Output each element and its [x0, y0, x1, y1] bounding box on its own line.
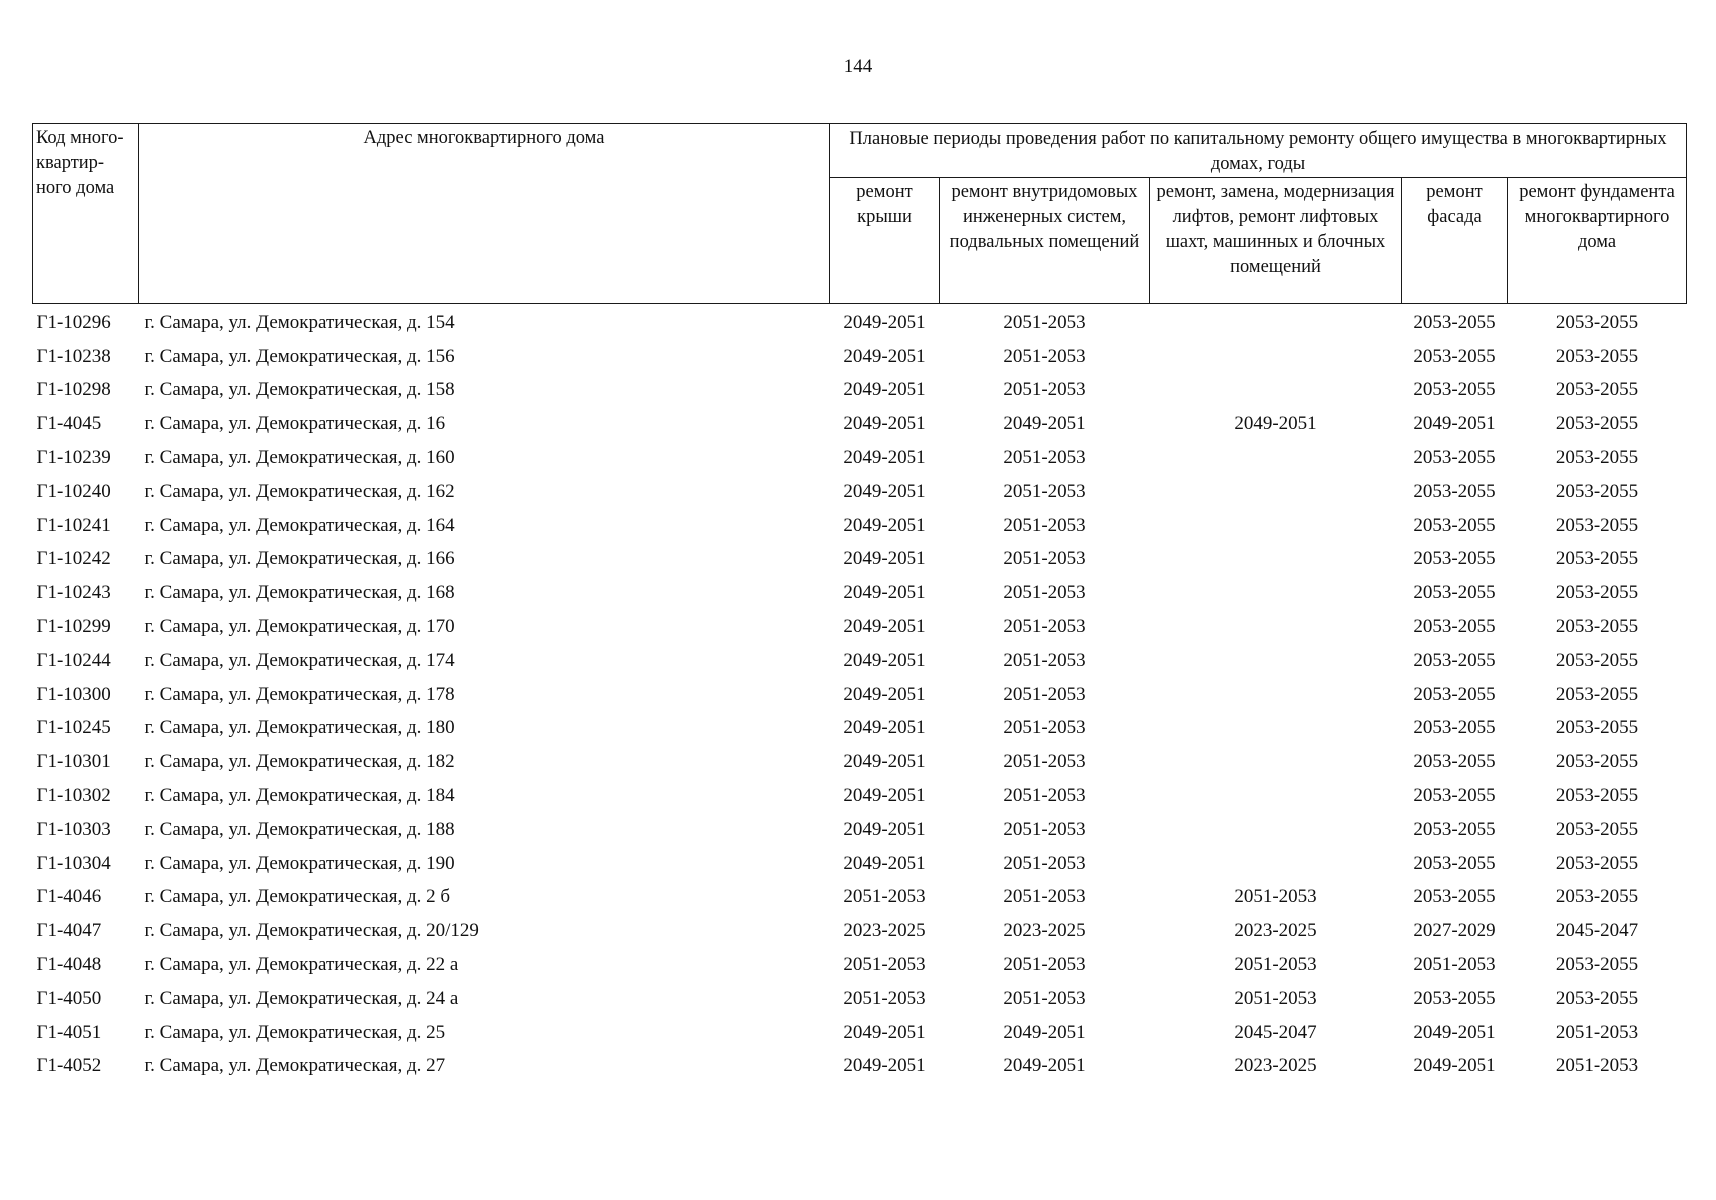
cell-foundation: 2051-2053 — [1555, 1021, 1639, 1043]
cell-roof: 2051-2053 — [843, 886, 926, 908]
cell-foundation: 2053-2055 — [1555, 954, 1639, 976]
cell-address: г. Самара, ул. Демократическая, д. 174 — [144, 649, 455, 671]
table-body — [33, 304, 1687, 1084]
cell-facade: 2053-2055 — [1413, 785, 1496, 807]
cell-foundation: 2053-2055 — [1555, 886, 1639, 908]
cell-address: г. Самара, ул. Демократическая, д. 160 — [144, 447, 455, 469]
cell-foundation: 2051-2053 — [1555, 1055, 1639, 1077]
cell-foundation: 2053-2055 — [1555, 852, 1639, 874]
table-row — [33, 374, 1687, 408]
table-row — [33, 948, 1687, 982]
cell-address: г. Самара, ул. Демократическая, д. 164 — [144, 514, 455, 536]
cell-address: г. Самара, ул. Демократическая, д. 25 — [144, 1021, 446, 1043]
cell-foundation: 2053-2055 — [1555, 413, 1639, 435]
cell-facade: 2049-2051 — [1413, 1055, 1496, 1077]
cell-address: г. Самара, ул. Демократическая, д. 156 — [144, 345, 455, 367]
cell-lifts: 2051-2053 — [1234, 954, 1317, 976]
cell-roof: 2049-2051 — [843, 548, 926, 570]
table-row — [33, 441, 1687, 475]
cell-roof: 2051-2053 — [843, 987, 926, 1009]
cell-foundation: 2045-2047 — [1555, 920, 1639, 942]
cell-facade: 2053-2055 — [1413, 616, 1496, 638]
cell-facade: 2053-2055 — [1413, 717, 1496, 739]
cell-code: Г1-10301 — [36, 751, 111, 773]
table-row — [33, 340, 1687, 374]
cell-address: г. Самара, ул. Демократическая, д. 168 — [144, 582, 455, 604]
cell-foundation: 2053-2055 — [1555, 649, 1639, 671]
cell-address: г. Самара, ул. Демократическая, д. 16 — [144, 413, 446, 435]
cell-roof: 2049-2051 — [843, 683, 926, 705]
cell-code: Г1-10302 — [36, 785, 111, 807]
cell-lifts: 2051-2053 — [1234, 987, 1317, 1009]
table-row — [33, 543, 1687, 577]
cell-systems: 2051-2053 — [1003, 649, 1086, 671]
cell-foundation: 2053-2055 — [1555, 616, 1639, 638]
cell-code: Г1-10304 — [36, 852, 111, 874]
cell-facade: 2053-2055 — [1413, 886, 1496, 908]
cell-systems: 2051-2053 — [1003, 751, 1086, 773]
cell-systems: 2049-2051 — [1003, 1055, 1086, 1077]
cell-facade: 2053-2055 — [1413, 480, 1496, 502]
cell-foundation: 2053-2055 — [1555, 717, 1639, 739]
cell-lifts — [1150, 475, 1402, 509]
cell-address: г. Самара, ул. Демократическая, д. 190 — [144, 852, 455, 874]
cell-roof: 2023-2025 — [843, 920, 926, 942]
cell-code: Г1-4046 — [36, 886, 102, 908]
cell-roof: 2049-2051 — [843, 480, 926, 502]
cell-systems: 2051-2053 — [1003, 447, 1086, 469]
table-row — [33, 712, 1687, 746]
cell-systems: 2023-2025 — [1003, 920, 1086, 942]
cell-roof: 2049-2051 — [843, 785, 926, 807]
cell-systems: 2051-2053 — [1003, 852, 1086, 874]
cell-foundation: 2053-2055 — [1555, 582, 1639, 604]
table-row — [33, 779, 1687, 813]
cell-lifts — [1150, 813, 1402, 847]
cell-systems: 2051-2053 — [1003, 717, 1086, 739]
cell-roof: 2049-2051 — [843, 413, 926, 435]
cell-lifts — [1150, 847, 1402, 881]
cell-code: Г1-4045 — [36, 413, 102, 435]
table-row — [33, 847, 1687, 881]
cell-facade: 2053-2055 — [1413, 447, 1496, 469]
cell-foundation: 2053-2055 — [1555, 987, 1639, 1009]
cell-facade: 2049-2051 — [1413, 413, 1496, 435]
cell-roof: 2049-2051 — [843, 818, 926, 840]
cell-systems: 2051-2053 — [1003, 311, 1086, 333]
cell-lifts — [1150, 644, 1402, 678]
cell-code: Г1-10300 — [36, 683, 111, 705]
cell-address: г. Самара, ул. Демократическая, д. 162 — [144, 480, 455, 502]
cell-code: Г1-10242 — [36, 548, 111, 570]
cell-facade: 2053-2055 — [1413, 582, 1496, 604]
cell-foundation: 2053-2055 — [1555, 311, 1639, 333]
cell-facade: 2027-2029 — [1413, 920, 1496, 942]
cell-code: Г1-10296 — [36, 311, 111, 333]
cell-facade: 2053-2055 — [1413, 818, 1496, 840]
cell-address: г. Самара, ул. Демократическая, д. 184 — [144, 785, 455, 807]
cell-address: г. Самара, ул. Демократическая, д. 2 б — [144, 886, 451, 908]
cell-systems: 2051-2053 — [1003, 616, 1086, 638]
header-roof: ремонт крыши — [830, 178, 940, 304]
header-code: Код много-квартир-ного дома — [33, 124, 139, 304]
table-row — [33, 475, 1687, 509]
cell-code: Г1-4047 — [36, 920, 102, 942]
cell-systems: 2051-2053 — [1003, 480, 1086, 502]
cell-lifts — [1150, 543, 1402, 577]
cell-roof: 2049-2051 — [843, 311, 926, 333]
cell-code: Г1-10240 — [36, 480, 111, 502]
cell-lifts — [1150, 509, 1402, 543]
cell-code: Г1-10298 — [36, 379, 111, 401]
cell-facade: 2053-2055 — [1413, 548, 1496, 570]
cell-facade: 2053-2055 — [1413, 683, 1496, 705]
table-row — [33, 407, 1687, 441]
cell-facade: 2049-2051 — [1413, 1021, 1496, 1043]
cell-facade: 2053-2055 — [1413, 987, 1496, 1009]
cell-lifts: 2049-2051 — [1234, 413, 1317, 435]
cell-lifts — [1150, 678, 1402, 712]
cell-systems: 2051-2053 — [1003, 514, 1086, 536]
cell-address: г. Самара, ул. Демократическая, д. 188 — [144, 818, 455, 840]
cell-roof: 2049-2051 — [843, 852, 926, 874]
header-systems: ремонт внутридомовых инженерных систем, подвальных помещений — [940, 178, 1150, 304]
cell-code: Г1-10238 — [36, 345, 111, 367]
cell-facade: 2053-2055 — [1413, 379, 1496, 401]
table-row — [33, 576, 1687, 610]
table-row — [33, 610, 1687, 644]
cell-systems: 2049-2051 — [1003, 413, 1086, 435]
cell-lifts — [1150, 779, 1402, 813]
cell-roof: 2049-2051 — [843, 751, 926, 773]
table-row — [33, 1050, 1687, 1084]
table-row — [33, 509, 1687, 543]
table-row — [33, 914, 1687, 948]
cell-address: г. Самара, ул. Демократическая, д. 27 — [144, 1055, 446, 1077]
cell-address: г. Самара, ул. Демократическая, д. 180 — [144, 717, 455, 739]
cell-code: Г1-10299 — [36, 616, 111, 638]
cell-foundation: 2053-2055 — [1555, 683, 1639, 705]
header-periods-group: Плановые периоды проведения работ по капитальному ремонту общего имущества в многоквартирных домах, годы — [830, 124, 1687, 178]
cell-code: Г1-4050 — [36, 987, 102, 1009]
cell-systems: 2051-2053 — [1003, 987, 1086, 1009]
cell-facade: 2051-2053 — [1413, 954, 1496, 976]
cell-foundation: 2053-2055 — [1555, 345, 1639, 367]
cell-lifts — [1150, 712, 1402, 746]
cell-address: г. Самара, ул. Демократическая, д. 170 — [144, 616, 455, 638]
cell-facade: 2053-2055 — [1413, 311, 1496, 333]
cell-foundation: 2053-2055 — [1555, 785, 1639, 807]
cell-lifts — [1150, 374, 1402, 408]
cell-code: Г1-4052 — [36, 1055, 102, 1077]
cell-foundation: 2053-2055 — [1555, 480, 1639, 502]
cell-foundation: 2053-2055 — [1555, 447, 1639, 469]
table-row — [33, 678, 1687, 712]
cell-roof: 2049-2051 — [843, 514, 926, 536]
cell-facade: 2053-2055 — [1413, 514, 1496, 536]
cell-code: Г1-10243 — [36, 582, 111, 604]
cell-systems: 2051-2053 — [1003, 379, 1086, 401]
cell-lifts: 2023-2025 — [1234, 920, 1317, 942]
table-row — [33, 982, 1687, 1016]
cell-code: Г1-10245 — [36, 717, 111, 739]
cell-foundation: 2053-2055 — [1555, 379, 1639, 401]
cell-code: Г1-4048 — [36, 954, 102, 976]
cell-roof: 2049-2051 — [843, 717, 926, 739]
page-number: 144 — [843, 56, 873, 77]
cell-systems: 2051-2053 — [1003, 818, 1086, 840]
cell-lifts — [1150, 745, 1402, 779]
table-row — [33, 813, 1687, 847]
cell-address: г. Самара, ул. Демократическая, д. 158 — [144, 379, 455, 401]
cell-roof: 2051-2053 — [843, 954, 926, 976]
cell-lifts: 2045-2047 — [1234, 1021, 1317, 1043]
header-foundation: ремонт фундамента многоквартирного дома — [1508, 178, 1687, 304]
table-row — [33, 745, 1687, 779]
cell-foundation: 2053-2055 — [1555, 818, 1639, 840]
capital-repair-table — [32, 123, 1687, 1083]
cell-foundation: 2053-2055 — [1555, 514, 1639, 536]
cell-facade: 2053-2055 — [1413, 649, 1496, 671]
cell-address: г. Самара, ул. Демократическая, д. 166 — [144, 548, 455, 570]
cell-code: Г1-10239 — [36, 447, 111, 469]
cell-facade: 2053-2055 — [1413, 852, 1496, 874]
cell-systems: 2049-2051 — [1003, 1021, 1086, 1043]
cell-lifts — [1150, 340, 1402, 374]
cell-address: г. Самара, ул. Демократическая, д. 24 а — [144, 987, 459, 1009]
header-address: Адрес многоквартирного дома — [139, 124, 830, 304]
cell-address: г. Самара, ул. Демократическая, д. 178 — [144, 683, 455, 705]
cell-roof: 2049-2051 — [843, 379, 926, 401]
table-row — [33, 881, 1687, 915]
cell-systems: 2051-2053 — [1003, 548, 1086, 570]
cell-address: г. Самара, ул. Демократическая, д. 22 а — [144, 954, 459, 976]
cell-code: Г1-10303 — [36, 818, 111, 840]
table-row — [33, 644, 1687, 678]
cell-code: Г1-10244 — [36, 649, 111, 671]
cell-systems: 2051-2053 — [1003, 582, 1086, 604]
cell-roof: 2049-2051 — [843, 649, 926, 671]
cell-lifts — [1150, 441, 1402, 475]
cell-address: г. Самара, ул. Демократическая, д. 182 — [144, 751, 455, 773]
cell-foundation: 2053-2055 — [1555, 548, 1639, 570]
cell-systems: 2051-2053 — [1003, 954, 1086, 976]
header-lifts: ремонт, замена, модернизация лифтов, ремонт лифтовых шахт, машинных и блочных помещений — [1150, 178, 1402, 304]
cell-code: Г1-4051 — [36, 1021, 102, 1043]
cell-roof: 2049-2051 — [843, 447, 926, 469]
cell-facade: 2053-2055 — [1413, 751, 1496, 773]
cell-address: г. Самара, ул. Демократическая, д. 20/129 — [144, 920, 479, 942]
cell-lifts: 2051-2053 — [1234, 886, 1317, 908]
table-row — [33, 1016, 1687, 1050]
cell-systems: 2051-2053 — [1003, 683, 1086, 705]
cell-roof: 2049-2051 — [843, 582, 926, 604]
cell-foundation: 2053-2055 — [1555, 751, 1639, 773]
cell-systems: 2051-2053 — [1003, 886, 1086, 908]
cell-lifts — [1150, 610, 1402, 644]
header-facade: ремонт фасада — [1402, 178, 1508, 304]
cell-lifts — [1150, 304, 1402, 340]
cell-address: г. Самара, ул. Демократическая, д. 154 — [144, 311, 455, 333]
cell-roof: 2049-2051 — [843, 616, 926, 638]
cell-lifts — [1150, 576, 1402, 610]
cell-roof: 2049-2051 — [843, 1021, 926, 1043]
cell-facade: 2053-2055 — [1413, 345, 1496, 367]
table-row — [33, 304, 1687, 340]
cell-code: Г1-10241 — [36, 514, 111, 536]
cell-systems: 2051-2053 — [1003, 345, 1086, 367]
cell-lifts: 2023-2025 — [1234, 1055, 1317, 1077]
cell-roof: 2049-2051 — [843, 1055, 926, 1077]
cell-roof: 2049-2051 — [843, 345, 926, 367]
cell-systems: 2051-2053 — [1003, 785, 1086, 807]
